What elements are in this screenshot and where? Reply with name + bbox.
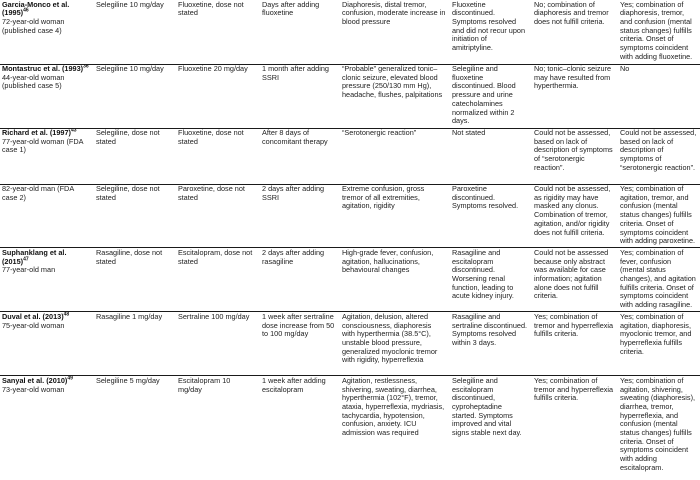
- maoi-cell: Selegiline 5 mg/day: [96, 375, 160, 385]
- case-author: Sanyal et al. $(2010)^{49}$: [2, 375, 73, 385]
- symptoms-cell: “Serotonergic reaction”: [342, 128, 417, 137]
- patient-description: 73-year-old woman: [2, 384, 65, 394]
- patient-description: 77-year-old woman (FDA case 1): [2, 136, 84, 155]
- case-author: Richard et al. $(1997)^{43}$: [2, 128, 77, 137]
- timing-cell: 1 week after adding escitalopram: [262, 375, 326, 394]
- case-cell: [0, 64, 93, 128]
- symptoms-cell: Agitation, delusion, altered consciousness, diaphoresis with hyperthermia (38.5°C), unstable blood pressure, generalized myoclonic tremor with rigidity, hyperreflexia: [342, 311, 438, 365]
- table-row: [0, 184, 700, 248]
- ssri-cell: Fluoxetine, dose not stated: [178, 128, 244, 146]
- case-cell: [0, 128, 93, 184]
- table-row: [0, 0, 700, 64]
- case-cell: [0, 376, 93, 474]
- patient-description: 77-year-old man: [2, 265, 56, 275]
- hunter-criteria-cell: Could not be assessed, based on lack of description of symptoms of “serotonergic reaction”.: [534, 128, 613, 172]
- ssri-cell: Escitalopram 10 mg/day: [178, 375, 231, 394]
- maoi-cell: Selegiline, dose not stated: [96, 128, 160, 146]
- sternbach-criteria-cell: Yes; combination of diaphoresis, tremor, and confusion (mental status changes) fulfills criteria. Onset of symptoms coincident with adding fluoxetine.: [620, 0, 693, 61]
- hunter-criteria-cell: Could not be assessed because only abstract was available for case information; agitation alone does not fulfill criteria.: [534, 247, 609, 301]
- sternbach-criteria-cell: No: [620, 64, 630, 73]
- sternbach-criteria-cell: Yes; combination of agitation, diaphoresis, myoclonic tremor, and hyperreflexia fulfills criteria.: [620, 311, 692, 356]
- case-cell: [0, 0, 93, 64]
- maoi-cell: Selegiline, dose not stated: [96, 184, 160, 202]
- table-row: [0, 248, 700, 312]
- case-cell: [0, 312, 93, 376]
- hunter-criteria-cell: Could not be assessed, as rigidity may have masked any clonus. Combination of tremor, agitation, and/or rigidity does not fulfill criteria.: [534, 184, 611, 237]
- management-cell: Fluoxetine discontinued. Symptoms resolved and did not recur upon initiation of amitriptyline.: [452, 0, 526, 53]
- management-cell: Not stated: [452, 128, 486, 137]
- timing-cell: 1 month after adding SSRI: [262, 64, 329, 82]
- case-author: Garcia-Monco et al. $(1995)^{46}$: [2, 0, 70, 18]
- timing-cell: 2 days after adding rasagiline: [262, 247, 325, 266]
- case-author: Montastruc et al. $(1993)^{36}$: [2, 64, 89, 73]
- timing-cell: 1 week after sertraline dose increase from 50 to 100 mg/day: [262, 311, 335, 339]
- management-cell: Paroxetine discontinued. Symptoms resolved.: [452, 184, 519, 211]
- ssri-cell: Paroxetine, dose not stated: [178, 184, 245, 202]
- hunter-criteria-cell: Yes; combination of tremor and hyperreflexia fulfills criteria.: [534, 311, 614, 339]
- sternbach-criteria-cell: Could not be assessed, based on lack of description of symptoms of “serotonergic reaction”.: [620, 128, 697, 172]
- maoi-cell: Rasagiline, dose not stated: [96, 247, 163, 266]
- maoi-cell: Rasagiline 1 mg/day: [96, 311, 163, 321]
- symptoms-cell: “Probable” generalized tonic–clonic seizure, elevated blood pressure (250/130 mm Hg), headache, flushes, palpitations: [342, 64, 443, 100]
- symptoms-cell: Diaphoresis, distal tremor, confusion, moderate increase in blood pressure: [342, 0, 446, 26]
- case-cell: [0, 248, 93, 312]
- case-author: Suphanklang et al. $(2015)^{47}$: [2, 247, 67, 266]
- symptoms-cell: High-grade fever, confusion, agitation, hallucinations, behavioural changes: [342, 247, 434, 275]
- management-cell: Rasagiline and sertraline discontinued. Symptoms resolved within 3 days.: [452, 311, 528, 347]
- case-cell: [0, 184, 93, 248]
- table-row: [0, 376, 700, 474]
- timing-cell: Days after adding fluoxetine: [262, 0, 320, 18]
- management-cell: Rasagiline and escitalopram discontinued. Worsening renal function, leading to acute kidney injury.: [452, 247, 514, 301]
- sternbach-criteria-cell: Yes; combination of agitation, shivering, sweating (diaphoresis), diarrhea, tremor, hyperreflexia, and confusion (mental status changes) fulfills criteria. Onset of symptoms coincident with adding escitalopram.: [620, 375, 696, 472]
- table-row: [0, 64, 700, 128]
- table-row: [0, 128, 700, 184]
- maoi-cell: Selegiline 10 mg/day: [96, 0, 164, 9]
- hunter-criteria-cell: No; combination of diaphoresis and tremor does not fulfill criteria.: [534, 0, 609, 26]
- hunter-criteria-cell: No; tonic–clonic seizure may have resulted from hyperthermia.: [534, 64, 612, 91]
- patient-description: 72-year-old woman (published case 4): [2, 16, 65, 35]
- patient-description: 82-year-old man (FDA case 2): [2, 184, 74, 202]
- case-author: Duval et al. $(2013)^{48}$: [2, 311, 70, 321]
- ssri-cell: Fluoxetine 20 mg/day: [178, 64, 248, 73]
- symptoms-cell: Extreme confusion, gross tremor of all extremities, agitation, rigidity: [342, 184, 425, 211]
- management-cell: Selegiline and fluoxetine discontinued. Blood pressure and urine catecholamines normalized within 2 days.: [452, 64, 516, 126]
- table-row: [0, 312, 700, 376]
- timing-cell: After 8 days of concomitant therapy: [262, 128, 328, 146]
- patient-description: 44-year-old woman (published case 5): [2, 72, 65, 91]
- management-cell: Selegiline and escitalopram discontinued, cyproheptadine started. Symptoms improved and vital signs stable next day.: [452, 375, 522, 438]
- symptoms-cell: Agitation, restlessness, shivering, sweating, diarrhea, hyperthermia (102°F), tremor, ataxia, hyperreflexia, mydriasis, tachycardia, hypotension, confusion, anxiety. ICU admission was required: [342, 375, 445, 438]
- ssri-cell: Escitalopram, dose not stated: [178, 247, 253, 266]
- sternbach-criteria-cell: Yes; combination of agitation, tremor, and confusion (mental status changes) fulfills criteria. Onset of symptoms coincident with adding paroxetine.: [620, 184, 696, 246]
- timing-cell: 2 days after adding SSRI: [262, 184, 325, 202]
- ssri-cell: Sertraline 100 mg/day: [178, 311, 250, 321]
- hunter-criteria-cell: Yes; combination of tremor and hyperreflexia fulfills criteria.: [534, 375, 614, 403]
- ssri-cell: Fluoxetine, dose not stated: [178, 0, 244, 18]
- patient-description: 75-year-old woman: [2, 320, 65, 330]
- sternbach-criteria-cell: Yes; combination of fever, confusion (mental status changes), and agitation fulfills criteria. Onset of symptoms coincident with adding rasagiline.: [620, 247, 696, 310]
- maoi-cell: Selegiline 10 mg/day: [96, 64, 164, 73]
